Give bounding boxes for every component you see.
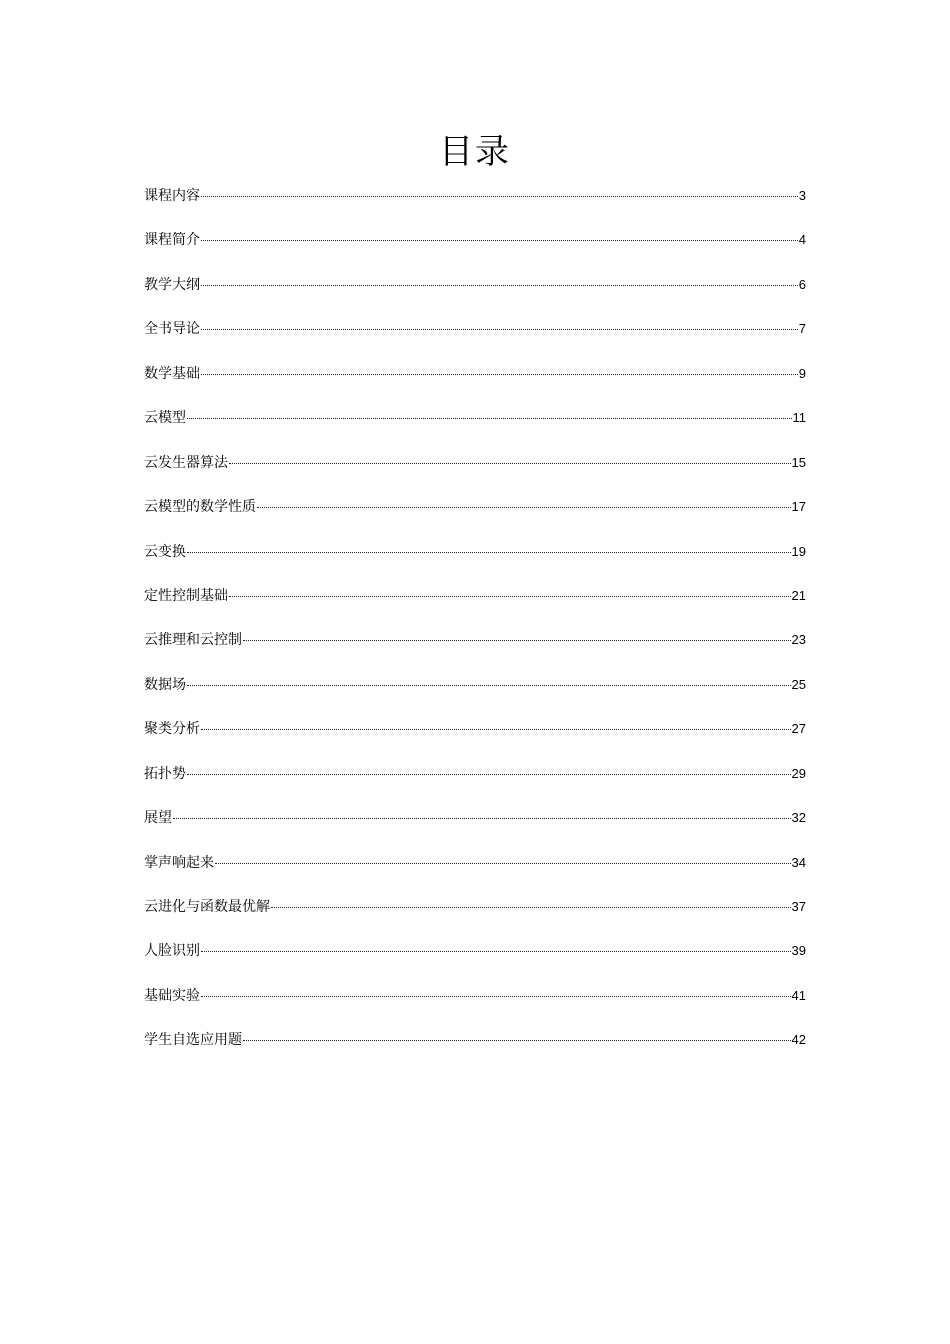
toc-entry-label: 云进化与函数最优解 [144, 899, 270, 915]
toc-entry-page: 23 [791, 632, 806, 648]
toc-dot-leader [201, 995, 791, 997]
toc-entry-page: 21 [791, 587, 806, 603]
toc-dot-leader [201, 950, 791, 952]
toc-entry-page: 15 [791, 454, 806, 470]
toc-entry-page: 6 [798, 276, 806, 292]
toc-entry-label: 数学基础 [144, 365, 200, 382]
toc-dot-leader [243, 639, 791, 641]
toc-entry-page: 19 [791, 543, 806, 559]
toc-entry-label: 云推理和云控制 [144, 632, 242, 649]
toc-entry-label: 云变换 [144, 543, 186, 560]
toc-entry[interactable] [144, 893, 806, 937]
toc-entry-page: 25 [791, 676, 806, 692]
toc-entry[interactable] [144, 671, 806, 715]
toc-entry-label: 教学大纲 [144, 276, 200, 293]
toc-dot-leader [243, 1039, 791, 1041]
toc-entry[interactable] [144, 937, 806, 981]
toc-entry[interactable] [144, 982, 806, 1026]
toc-entry-label: 全书导论 [144, 321, 200, 338]
toc-entry-label: 掌声响起来 [144, 854, 214, 871]
toc-entry-label: 拓扑势 [144, 765, 186, 782]
toc-entry-page: 32 [791, 810, 806, 826]
toc-entry-label: 云发生器算法 [144, 454, 228, 471]
toc-dot-leader [187, 551, 791, 553]
toc-entry-page: 3 [798, 188, 806, 203]
toc-entry-page: 7 [798, 321, 806, 337]
toc-dot-leader [201, 328, 798, 330]
toc-entry[interactable] [144, 360, 806, 404]
toc-entry[interactable] [144, 538, 806, 582]
toc-entry[interactable] [144, 849, 806, 893]
toc-dot-leader [201, 284, 798, 286]
toc-entry[interactable] [144, 715, 806, 759]
toc-entry-label: 定性控制基础 [144, 587, 228, 604]
toc-entry-page: 37 [791, 899, 806, 914]
toc-entry-page: 42 [791, 1032, 806, 1048]
toc-entry-label: 基础实验 [144, 987, 200, 1004]
toc-entry[interactable] [144, 582, 806, 626]
toc-entry[interactable] [144, 760, 806, 804]
toc-entry-page: 29 [791, 765, 806, 781]
toc-entry-page: 27 [791, 721, 806, 737]
toc-entry-label: 课程内容 [144, 188, 200, 204]
toc-dot-leader [257, 506, 791, 508]
toc-dot-leader [201, 728, 791, 730]
toc-entry[interactable] [144, 404, 806, 448]
toc-entry-label: 云模型的数学性质 [144, 499, 256, 516]
toc-dot-leader [187, 773, 791, 775]
toc-entry-label: 云模型 [144, 410, 186, 427]
toc-entry-page: 11 [792, 410, 806, 426]
toc-entry-label: 数据场 [144, 676, 186, 693]
toc-dot-leader [215, 862, 791, 864]
toc-dot-leader [229, 595, 791, 597]
toc-entry[interactable] [144, 271, 806, 315]
toc-entry[interactable] [144, 493, 806, 537]
toc-entry-label: 学生自选应用题 [144, 1032, 242, 1049]
toc-entry[interactable] [144, 226, 806, 270]
toc-entry[interactable] [144, 1026, 806, 1070]
toc-dot-leader [201, 239, 798, 241]
toc-entry-page: 34 [791, 854, 806, 870]
toc-dot-leader [229, 462, 791, 464]
toc-title: 目录 [439, 132, 511, 172]
toc-dot-leader [187, 684, 791, 686]
toc-entry-page: 41 [791, 987, 806, 1003]
toc-entry[interactable] [144, 626, 806, 670]
toc-entry[interactable] [144, 182, 806, 226]
toc-entry-page: 9 [798, 365, 806, 381]
toc-entry[interactable] [144, 804, 806, 848]
toc-dot-leader [187, 417, 792, 419]
toc-entry[interactable] [144, 315, 806, 359]
toc-entry-label: 聚类分析 [144, 721, 200, 738]
table-of-contents [144, 182, 806, 1071]
toc-entry-page: 39 [791, 943, 806, 959]
toc-dot-leader [173, 817, 791, 819]
toc-entry-label: 人脸识别 [144, 943, 200, 960]
toc-entry-label: 课程简介 [144, 232, 200, 249]
toc-entry[interactable] [144, 449, 806, 493]
toc-entry-page: 17 [791, 499, 806, 515]
toc-dot-leader [201, 373, 798, 375]
toc-dot-leader [201, 195, 798, 197]
toc-entry-page: 4 [798, 232, 806, 248]
toc-entry-label: 展望 [144, 810, 172, 827]
toc-dot-leader [271, 906, 791, 908]
